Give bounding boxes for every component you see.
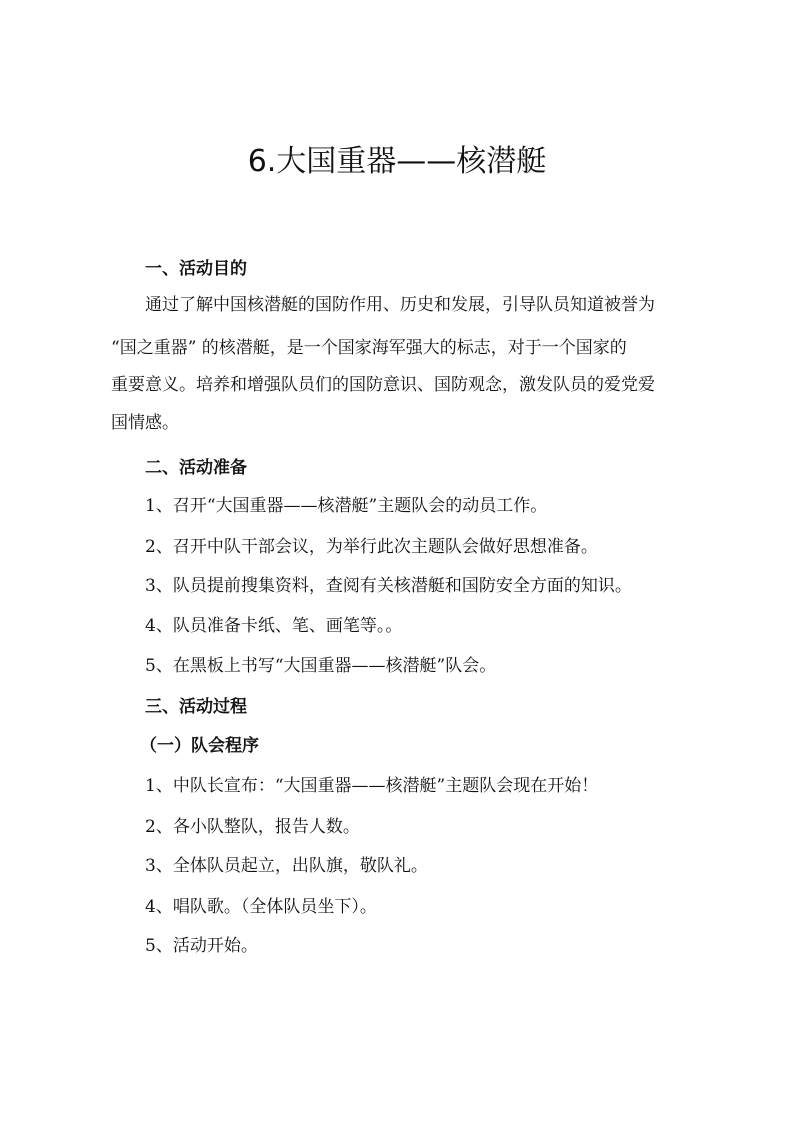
- list-item: 1、中队长宣布：“大国重器——核潜艇”主题队会现在开始！: [145, 776, 599, 796]
- list-item: 5、在黑板上书写“大国重器——核潜艇”队会。: [145, 656, 497, 676]
- paragraph-line: 国情感。: [111, 413, 179, 433]
- paragraph-line: “国之重器” 的核潜艇，是一个国家海军强大的标志，对于一个国家的: [111, 338, 627, 358]
- document-title: 6.大国重器——核潜艇: [247, 144, 547, 179]
- section3-heading: 三、活动过程: [145, 697, 247, 717]
- list-item: 2、召开中队干部会议，为举行此次主题队会做好思想准备。: [145, 537, 598, 557]
- list-item: 1、召开“大国重器——核潜艇”主题队会的动员工作。: [145, 496, 548, 516]
- section2-heading: 二、活动准备: [145, 458, 247, 478]
- list-item: 3、全体队员起立，出队旗，敬队礼。: [145, 856, 428, 876]
- paragraph-line: 通过了解中国核潜艇的国防作用、历史和发展，引导队员知道被誉为: [145, 295, 655, 315]
- list-item: 3、队员提前搜集资料，查阅有关核潜艇和国防安全方面的知识。: [145, 576, 632, 596]
- list-item: 4、唱队歌。（全体队员坐下）。: [145, 897, 377, 917]
- list-item: 5、活动开始。: [145, 936, 258, 956]
- paragraph-line: 重要意义。培养和增强队员们的国防意识、国防观念，激发队员的爱党爱: [111, 375, 655, 395]
- section1-heading: 一、活动目的: [145, 259, 247, 279]
- list-item: 2、各小队整队，报告人数。: [145, 817, 360, 837]
- list-item: 4、队员准备卡纸、笔、画笔等。。: [145, 616, 403, 636]
- section3-subheading: （一）队会程序: [140, 736, 259, 756]
